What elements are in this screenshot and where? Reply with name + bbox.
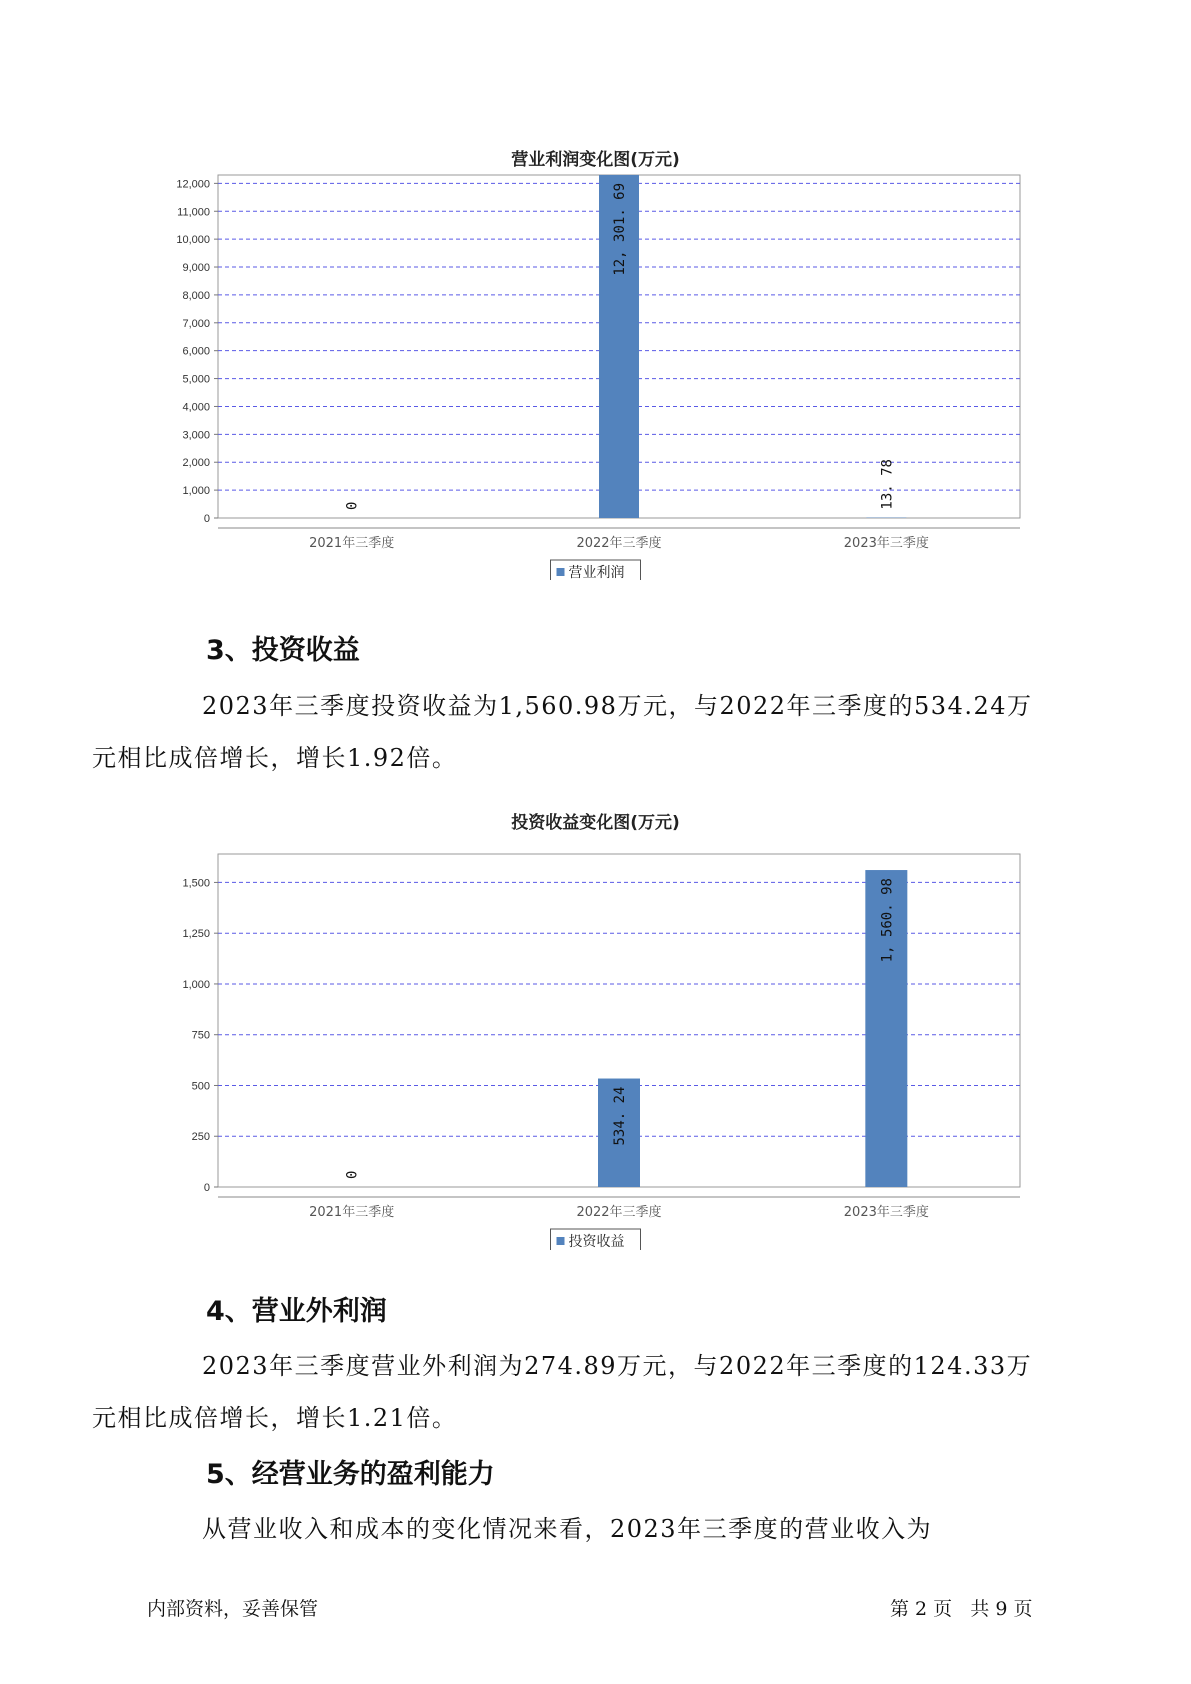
x-category-label: 2023年三季度 [843, 1205, 929, 1220]
y-tick-label: 2,000 [182, 457, 210, 470]
x-category-label: 2021年三季度 [309, 1205, 395, 1220]
bar-data-label: 13. 78 [879, 459, 896, 510]
y-tick-label: 1,000 [182, 485, 210, 498]
bar-data-label: 0 [344, 1170, 361, 1179]
section3-paragraph [92, 680, 1047, 784]
x-category-label: 2022年三季度 [576, 1205, 662, 1220]
section4-line1: 2023年三季度营业外利润为274.89万元，与2022年三季度的124.33万 [202, 1352, 1033, 1380]
y-tick-label: 1,500 [182, 877, 210, 890]
y-tick-label: 9,000 [182, 262, 210, 275]
y-tick-label: 500 [191, 1080, 210, 1093]
footer-page-number: 第 2 页 共 9 页 [890, 1598, 1033, 1620]
bar-data-label: 534. 24 [612, 1086, 628, 1146]
section4-line2: 元相比成倍增长，增长1.21倍。 [92, 1404, 458, 1432]
legend-swatch [557, 568, 565, 576]
y-tick-label: 0 [203, 1182, 210, 1194]
bar-data-label: 12, 301. 69 [612, 182, 628, 276]
chart1-operating-profit [0, 130, 1191, 580]
bar-data-label: 0 [344, 501, 361, 510]
y-tick-label: 11,000 [177, 206, 210, 219]
y-tick-label: 5,000 [182, 373, 210, 386]
legend-swatch [557, 1237, 565, 1245]
y-tick-label: 1,000 [182, 978, 210, 991]
section4-heading: 4、营业外利润 [206, 1296, 387, 1327]
section5-heading: 5、经营业务的盈利能力 [206, 1459, 495, 1490]
chart2-title: 投资收益变化图(万元) [511, 813, 680, 833]
section4-paragraph [92, 1340, 1047, 1444]
y-tick-label: 12,000 [176, 178, 210, 191]
footer-confidential: 内部资料，妥善保管 [147, 1598, 319, 1620]
y-tick-label: 1,250 [182, 928, 210, 941]
x-category-label: 2021年三季度 [309, 536, 395, 551]
y-tick-label: 10,000 [176, 234, 210, 247]
chart1-title: 营业利润变化图(万元) [511, 150, 680, 170]
y-tick-label: 6,000 [182, 345, 210, 358]
x-category-label: 2023年三季度 [843, 536, 929, 551]
y-tick-label: 7,000 [182, 317, 210, 330]
x-category-label: 2022年三季度 [576, 536, 662, 551]
section3-heading: 3、投资收益 [206, 635, 360, 666]
section5-paragraph [147, 1503, 1047, 1555]
y-tick-label: 8,000 [182, 289, 210, 302]
legend-label: 营业利润 [568, 565, 625, 580]
section3-line2: 元相比成倍增长，增长1.92倍。 [92, 744, 458, 772]
section3-line1: 2023年三季度投资收益为1,560.98万元，与2022年三季度的534.24万 [202, 692, 1033, 720]
bar-data-label: 1, 560. 98 [879, 878, 896, 963]
section5-line1: 从营业收入和成本的变化情况来看，2023年三季度的营业收入为 [202, 1515, 933, 1543]
y-tick-label: 750 [191, 1029, 210, 1042]
legend-label: 投资收益 [568, 1234, 625, 1250]
y-tick-label: 3,000 [182, 429, 210, 442]
chart2-investment-income [0, 820, 1191, 1250]
y-tick-label: 4,000 [182, 401, 210, 414]
y-tick-label: 0 [203, 513, 210, 525]
y-tick-label: 250 [191, 1131, 210, 1144]
